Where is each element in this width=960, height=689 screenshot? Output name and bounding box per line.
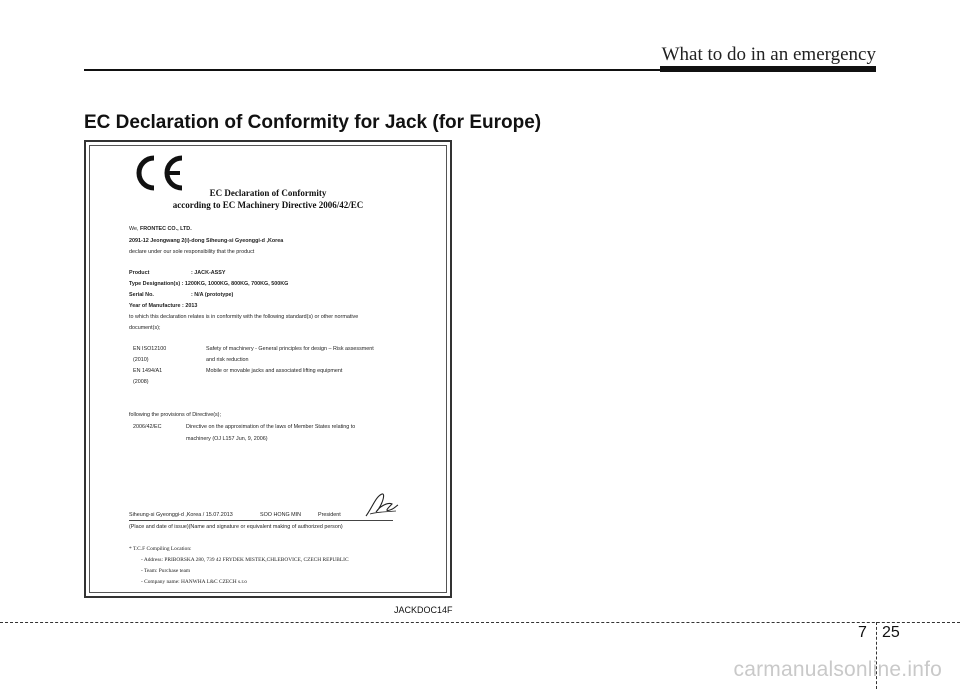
company-line bbox=[129, 226, 192, 232]
standard-desc-cont: and risk reduction bbox=[206, 357, 249, 363]
certificate-image bbox=[84, 140, 452, 598]
page-heading: EC Declaration of Conformity for Jack (for Europe) bbox=[84, 112, 542, 133]
signature-line bbox=[129, 520, 393, 521]
standard-desc: Safety of machinery - General principles for design – Risk assessment bbox=[206, 346, 374, 352]
year-label: Year of Manufacture : bbox=[129, 303, 184, 309]
signature-caption: (Place and date of issue)(Name and signature or equivalent making of authorized person) bbox=[129, 524, 343, 530]
ce-mark-icon bbox=[130, 154, 186, 192]
we-prefix: We, bbox=[129, 226, 140, 232]
directive-desc: Directive on the approximation of the laws of Member States relating to bbox=[186, 424, 356, 430]
product-label: Product bbox=[129, 270, 150, 276]
signatory-title: President bbox=[318, 512, 341, 518]
company-name: FRONTEC CO., LTD. bbox=[139, 226, 192, 232]
standard-year: (2008) bbox=[133, 379, 149, 385]
chapter-number: 7 bbox=[858, 624, 867, 641]
year-line bbox=[129, 303, 197, 309]
standard-desc: Mobile or movable jacks and associated lifting equipment bbox=[206, 368, 343, 374]
declare-line: declare under our sole responsibility that the product bbox=[129, 249, 255, 255]
type-label: Type Designation(s) : bbox=[129, 281, 184, 287]
signatory-name: SOO HONG MIN bbox=[260, 512, 302, 518]
provisions-intro: following the provisions of Directive(s); bbox=[129, 412, 221, 418]
type-designation bbox=[129, 281, 288, 287]
type-value: 1200KG, 1000KG, 800KG, 700KG, 500KG bbox=[184, 281, 289, 287]
serial-label: Serial No. bbox=[129, 292, 154, 298]
directive-desc-cont: machinery (OJ L157 Jun, 9, 2006) bbox=[186, 436, 268, 442]
chapter-title: What to do in an emergency bbox=[661, 44, 876, 65]
standard-code: EN 1494/A1 bbox=[133, 368, 163, 374]
watermark: carmanualsonline.info bbox=[733, 658, 942, 681]
year-value: 2013 bbox=[185, 303, 198, 309]
sign-place-date: Siheung-si Gyeonggi-d ,Korea / 15.07.2013 bbox=[129, 512, 233, 518]
figure-code: JACKDOC14F bbox=[394, 605, 453, 615]
tcf-title: * T.C.F Compiling Location: bbox=[129, 546, 192, 552]
company-address: 2091-12 Jeongwang 2(i)-dong Siheung-si Gyeonggi-d ,Korea bbox=[129, 238, 284, 244]
tcf-company: - Company name: HANWHA L&C CZECH s.r.o bbox=[141, 579, 248, 585]
directive-code: 2006/42/EC bbox=[133, 424, 162, 430]
signature-icon bbox=[362, 490, 400, 520]
product-value: : JACK-ASSY bbox=[191, 270, 226, 276]
standard-year: (2010) bbox=[133, 357, 149, 363]
standard-code: EN ISO12100 bbox=[133, 346, 167, 352]
tcf-team: - Team: Purchase team bbox=[141, 568, 191, 574]
certificate-title: EC Declaration of Conformity bbox=[209, 188, 327, 198]
certificate-subtitle: according to EC Machinery Directive 2006/42/EC bbox=[172, 200, 364, 210]
page-number: 25 bbox=[882, 624, 900, 641]
tcf-address: - Address: PRIBORSKA 280, 739 42 FRYDEK MISTEK,CHLEBOVICE, CZECH REPUBLIC bbox=[141, 557, 349, 563]
header-rule-accent bbox=[660, 66, 876, 72]
footer-dashed-rule bbox=[0, 622, 960, 623]
conformity-line-1: to which this declaration relates is in conformity with the following standard(s) or other normative bbox=[129, 314, 359, 320]
serial-value: : N/A (prototype) bbox=[191, 292, 234, 298]
conformity-line-2: document(s); bbox=[129, 325, 161, 331]
